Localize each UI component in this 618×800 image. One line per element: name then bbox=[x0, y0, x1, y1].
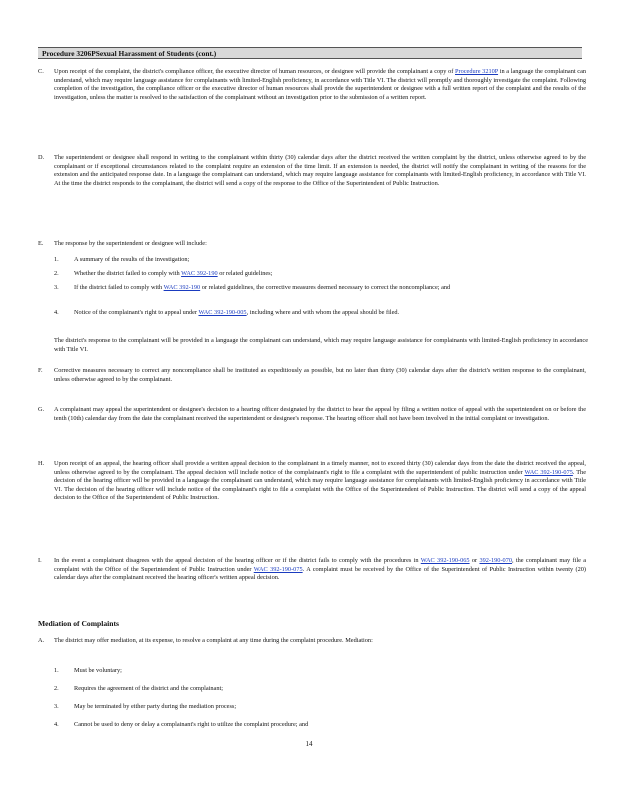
section-e-after: The district's response to the complainant will be provided in a language the complainant can understand, which may require language assistance for complainants with limited-English proficiency in accordance with Title VI. bbox=[54, 337, 588, 353]
wac-392-190-070-link[interactable]: 392-190-070 bbox=[479, 557, 512, 564]
section-label: E. bbox=[38, 240, 44, 247]
section-label: C. bbox=[38, 68, 44, 75]
text-run: or related guidelines; bbox=[217, 270, 273, 277]
procedure-3210p-link[interactable]: Procedure 3210P bbox=[455, 68, 499, 75]
list-text bbox=[74, 284, 586, 293]
text-run: or related guidelines, the corrective measures deemed necessary to correct the noncompliance; and bbox=[200, 284, 451, 291]
section-text: The superintendent or designee shall respond in writing to the complainant within thirty (30) calendar days after the district received the written complaint by the district, unless otherwise agreed to by the complainant or if exceptional circumstances related to the complaint require an extension of the time limit. If an extension is needed, the district will notify the complainant in writing of the reasons for the extension and the anticipated response date. In a language the complainant can understand, which may require language assistance for complainants with limited-English proficiency, in accordance with Title VI. At the time the district responds to the complainant, the district will send a copy of the response to the Office of the Superintendent of Public Instruction. bbox=[54, 154, 586, 187]
text-run: or bbox=[469, 557, 480, 564]
text-run: . The decision of the hearing officer will be provided in a language the complainant can understand, which may require language assistance for complainants with limited-English proficiency in accordance with Title VI. The decision of the hearing officer will include notice of the complainant's right to file a complaint with the Office of the Superintendent of Public Instruction. The district will send a copy of the appeal decision to the Office of the Superintendent of Public Instruction. bbox=[54, 468, 586, 502]
text-run: Upon receipt of an appeal, the hearing officer shall provide a written appeal decision to the complainant in a timely manner, not to exceed thirty (30) calendar days from the date the district received the appeal, unless otherwise agreed to by the complainant. The appeal decision will include notice of the complainant's right to file a complaint with the superintendent of public instruction under bbox=[54, 460, 586, 476]
text-run: In the event a complainant disagrees with the appeal decision of the hearing officer or if the district fails to comply with the procedures in bbox=[54, 557, 421, 564]
section-label: F. bbox=[38, 367, 43, 374]
text-run: A summary of the results of the investigation; bbox=[74, 256, 190, 263]
text-run: Upon receipt of the complaint, the district's compliance officer, the executive director of human resources, or designee will provide the complainant a copy of bbox=[54, 68, 455, 75]
text-run: Notice of the complainant's right to appeal under bbox=[74, 309, 199, 316]
list-text bbox=[74, 309, 586, 318]
list-text: Cannot be used to deny or delay a complainant's right to utilize the complaint procedure; and bbox=[74, 721, 309, 728]
mediation-heading: Mediation of Complaints bbox=[38, 619, 120, 628]
wac-392-190-link[interactable]: WAC 392-190 bbox=[163, 284, 201, 291]
list-number: 3. bbox=[54, 284, 59, 291]
list-text bbox=[74, 256, 586, 265]
text-run: in a language the complainant can understand, which may require language assistance for complainants with limited-English proficiency, in accordance with Title VI. The district will promptly and thoroughly investigate the complaint. Following completion of the investigation, the compliance officer or the executive director of human resources shall provide the superintendent or designee with a full written report of the complaint and the results of the investigation, unless the matter is resolved to the satisfaction of the complainant without an investigation prior to the submission of a written report. bbox=[54, 68, 587, 101]
text-run: Whether the district failed to comply with bbox=[74, 270, 182, 277]
wac-392-190-065-link[interactable]: WAC 392-190-065 bbox=[420, 557, 470, 564]
procedure-header: Procedure 3206PSexual Harassment of Students (cont.) bbox=[38, 47, 582, 59]
section-text bbox=[54, 68, 586, 102]
list-text: May be terminated by either party during the mediation process; bbox=[74, 703, 237, 710]
list-text: Must be voluntary; bbox=[74, 667, 122, 674]
wac-392-190-075-link[interactable]: WAC 392-190-075 bbox=[524, 468, 573, 476]
section-text bbox=[54, 557, 586, 583]
section-label: D. bbox=[38, 154, 45, 161]
list-number: 3. bbox=[54, 703, 59, 710]
list-number: 1. bbox=[54, 667, 59, 674]
section-text: The district may offer mediation, at its expense, to resolve a complaint at any time during the complaint procedure. Mediation: bbox=[54, 637, 373, 644]
list-text bbox=[74, 270, 586, 279]
list-text: Requires the agreement of the district and the complainant; bbox=[74, 685, 223, 692]
section-text bbox=[54, 460, 586, 503]
text-run: . A complaint must be received by the Office of the Superintendent of Public Instruction within twenty (20) calendar days after the complainant received the hearing officer's written appeal decision. bbox=[54, 565, 586, 582]
page-number: 14 bbox=[305, 740, 313, 748]
wac-392-190-link[interactable]: WAC 392-190 bbox=[181, 270, 218, 277]
list-number: 4. bbox=[54, 309, 59, 316]
wac-392-190-075-link[interactable]: WAC 392-190-075 bbox=[253, 565, 303, 573]
section-intro: The response by the superintendent or designee will include: bbox=[54, 240, 207, 247]
section-label: A. bbox=[38, 637, 45, 644]
section-label: H. bbox=[38, 460, 45, 467]
section-label: I. bbox=[38, 557, 42, 564]
wac-392-190-005-link[interactable]: WAC 392-190-005 bbox=[198, 309, 247, 316]
list-number: 2. bbox=[54, 685, 59, 692]
section-text: Corrective measures necessary to correct any noncompliance shall be instituted as expeditiously as possible, but no later than thirty (30) calendar days after the district's written response to the complainant, unless otherwise agreed to by the complainant. bbox=[54, 367, 586, 383]
text-run: , including where and with whom the appeal should be filed. bbox=[246, 309, 400, 316]
text-run: , the complainant may file a complaint with the Office of the Superintendent of Public Instruction under bbox=[54, 557, 586, 573]
section-text: A complainant may appeal the superintendent or designee's decision to a hearing officer designated by the district to hear the appeal by filing a written notice of appeal with the superintendent on or before the tenth (10th) calendar day from the date the complainant received the superintendent or designee's response. The hearing officer shall not have been involved in the initial complaint or investigation. bbox=[54, 406, 586, 422]
list-number: 1. bbox=[54, 256, 59, 263]
list-number: 4. bbox=[54, 721, 59, 728]
text-run: If the district failed to comply with bbox=[74, 284, 164, 291]
section-label: G. bbox=[38, 406, 45, 413]
list-number: 2. bbox=[54, 270, 59, 277]
